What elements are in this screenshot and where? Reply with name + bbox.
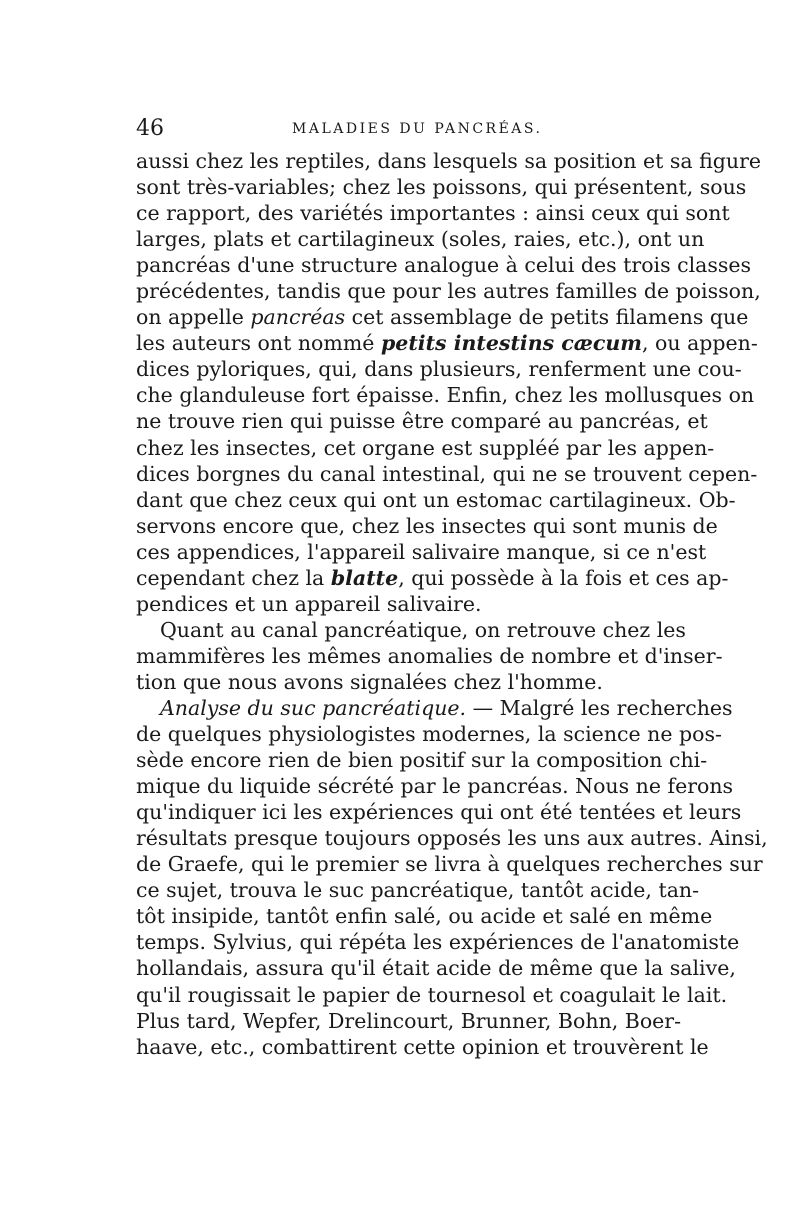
text-line: mammifères les mêmes anomalies de nombre et d'inser- [136,643,723,668]
text-line: mique du liquide sécrété par le pancréas. Nous ne ferons [136,774,734,799]
italic-term: pancréas [250,305,346,330]
text-segment: , qui possède à la fois et ces ap- [398,565,729,590]
text-line: chez les insectes, cet organe est suppléé par les appen- [136,435,715,460]
text-line: hollandais, assura qu'il était acide de même que la salive, [136,956,736,981]
section-heading: Analyse du suc pancréatique. [160,695,467,720]
text-line: résultats presque toujours opposés les uns aux autres. Ainsi, [136,826,768,851]
text-line: haave, etc., combattirent cette opinion et trouvèrent le [136,1034,709,1059]
text-line [136,695,733,721]
text-line: servons encore que, chez les insectes qui sont munis de [136,513,718,538]
text-segment: les auteurs ont nommé [136,331,381,356]
text-line: che glanduleuse fort épaisse. Enfin, chez les mollusques on [136,383,755,408]
text-line [136,330,758,356]
text-line: ne trouve rien qui puisse être comparé au pancréas, et [136,409,708,434]
text-line: sède encore rien de bien positif sur la composition chi- [136,748,708,773]
text-line: tion que nous avons signalées chez l'homme. [136,669,603,694]
text-line: de Graefe, qui le premier se livra à quelques recherches sur [136,852,763,877]
text-line: dant que chez ceux qui ont un estomac cartilagineux. Ob- [136,487,736,512]
italic-term: petits intestins cæcum [380,331,642,356]
text-segment: , ou appen- [641,331,758,356]
text-segment: cet assemblage de petits filamens que [345,305,749,330]
text-line: Plus tard, Wepfer, Drelincourt, Brunner, Bohn, Boer- [136,1008,682,1033]
running-title: MALADIES DU PANCRÉAS. [292,121,543,137]
text-line: tôt insipide, tantôt enfin salé, ou acide et salé en même [136,904,713,929]
text-line: aussi chez les reptiles, dans lesquels sa position et sa figure [136,149,762,173]
text-line: dices borgnes du canal intestinal, qui ne se trouvent cepen- [136,461,758,486]
text-line: dices pyloriques, qui, dans plusieurs, renferment une cou- [136,357,742,382]
text-line: Quant au canal pancréatique, on retrouve chez les [160,617,686,642]
text-line: de quelques physiologistes modernes, la science ne pos- [136,722,722,747]
text-line: qu'il rougissait le papier de tournesol et coagulait le lait. [136,982,728,1007]
text-line: ce rapport, des variétés importantes : ainsi ceux qui sont [136,201,730,226]
text-segment: on appelle [136,305,251,330]
text-segment: — Malgré les recherches [466,695,733,720]
text-line: pendices et un appareil salivaire. [136,591,482,616]
text-line: pancréas d'une structure analogue à celui des trois classes [136,253,752,278]
text-line: précédentes, tandis que pour les autres familles de poisson, [136,279,761,304]
text-line [136,304,749,330]
page-header [136,116,668,142]
body-text [136,148,768,1060]
text-line [136,565,729,591]
text-line: temps. Sylvius, qui répéta les expériences de l'anatomiste [136,930,740,955]
page-number: 46 [136,116,164,141]
text-line: qu'indiquer ici les expériences qui ont été tentées et leurs [136,800,742,825]
italic-term: blatte [330,565,399,590]
text-segment: cependant chez la [136,565,331,590]
text-line: sont très-variables; chez les poissons, qui présentent, sous [136,175,747,200]
text-line: larges, plats et cartilagineux (soles, raies, etc.), ont un [136,227,705,252]
text-line: ce sujet, trouva le suc pancréatique, tantôt acide, tan- [136,878,700,903]
text-line: ces appendices, l'appareil salivaire manque, si ce n'est [136,539,707,564]
